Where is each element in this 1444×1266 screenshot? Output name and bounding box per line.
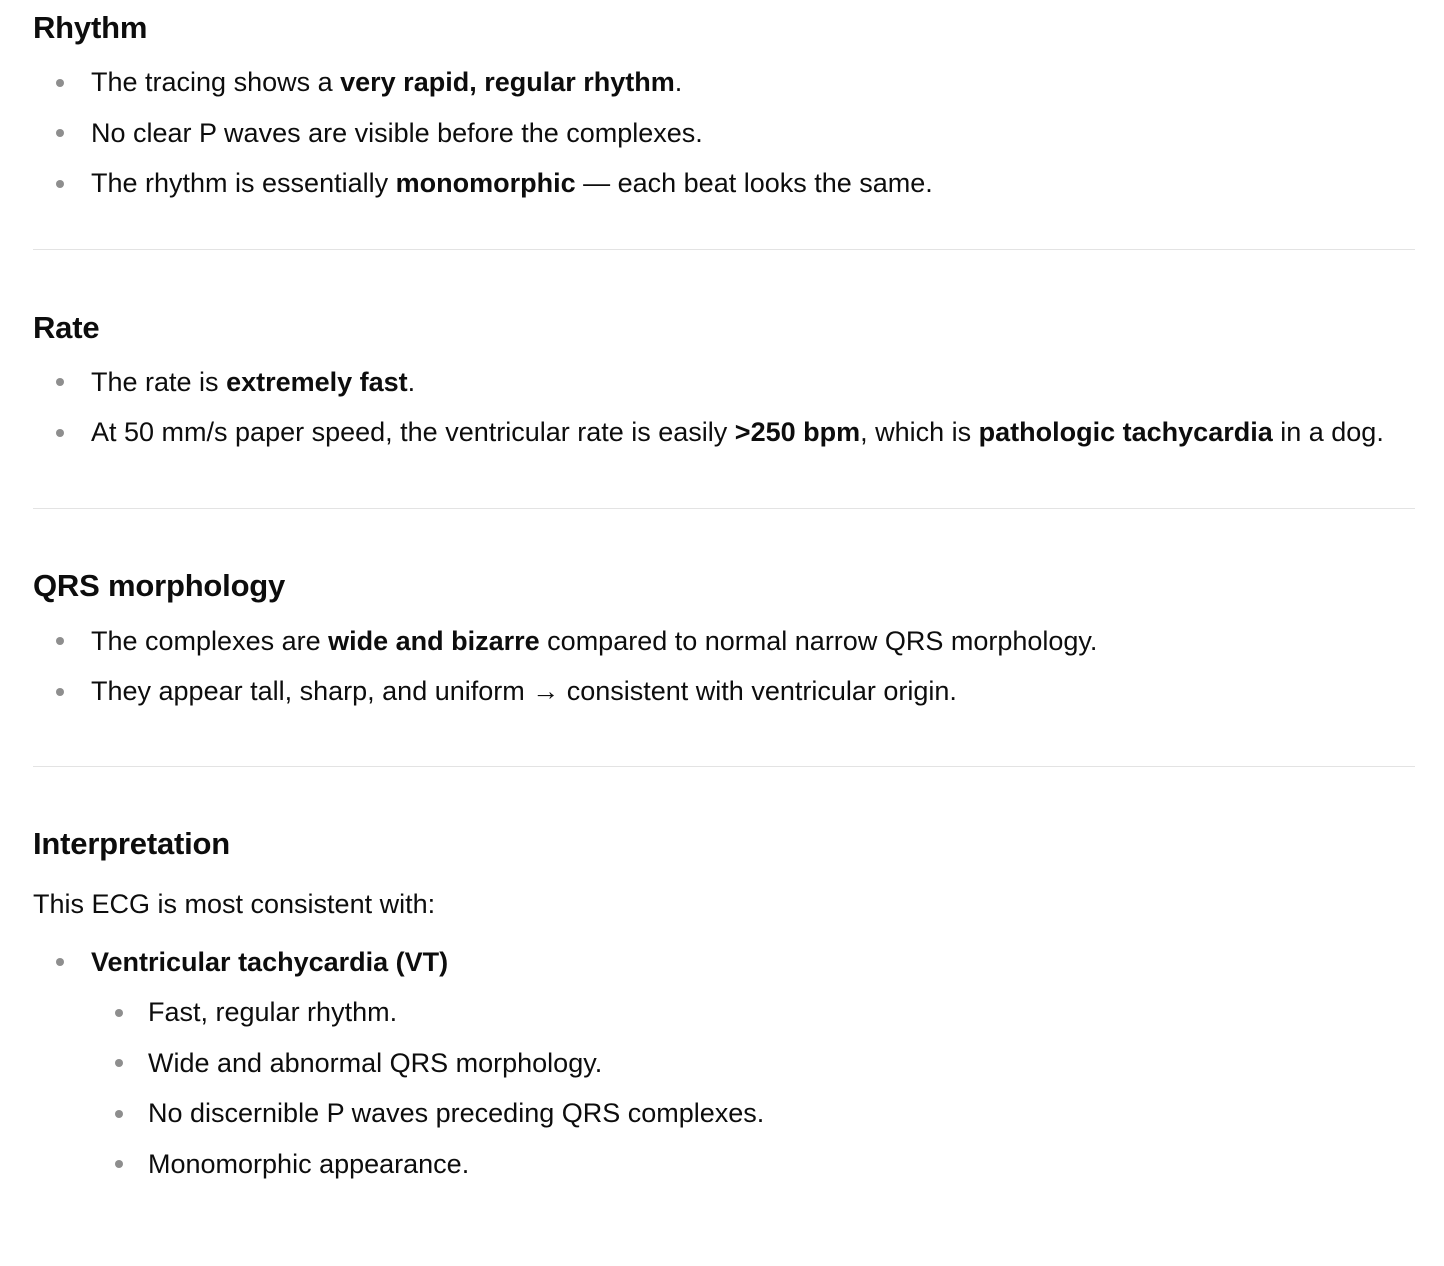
qrs-heading: QRS morphology: [33, 567, 286, 603]
rate-heading: Rate: [33, 309, 100, 345]
text-segment: , which is: [860, 417, 979, 447]
interpretation-heading: Interpretation: [33, 825, 230, 861]
text-segment: The tracing shows a: [91, 67, 341, 97]
list-item: [33, 407, 1415, 458]
text-segment: The complexes are: [91, 625, 329, 656]
list-item: [33, 57, 1415, 108]
text-segment: At 50 mm/s paper speed, the ventricular rate is easily: [91, 417, 735, 447]
bold-text: monomorphic: [395, 168, 576, 198]
rate-list: [33, 357, 1415, 458]
list-item: [33, 937, 1415, 1190]
list-item: No discernible P waves preceding QRS complexes.: [91, 1088, 1415, 1139]
list-item: Fast, regular rhythm.: [91, 987, 1415, 1038]
list-item: [33, 357, 1415, 408]
text-segment: .: [407, 366, 416, 397]
text-segment: .: [674, 67, 683, 97]
diagnosis-text: Ventricular tachycardia (VT): [91, 946, 449, 977]
list-item: Monomorphic appearance.: [91, 1139, 1415, 1190]
interpretation-section: [33, 822, 1415, 1190]
bold-text: extremely fast: [226, 366, 408, 397]
list-item: Wide and abnormal QRS morphology.: [91, 1038, 1415, 1089]
interpretation-lead: This ECG is most consistent with:: [33, 888, 436, 919]
bold-text: wide and bizarre: [328, 625, 540, 656]
qrs-section: [33, 564, 1415, 717]
criteria-list: [91, 987, 1415, 1189]
interpretation-list: [33, 937, 1415, 1190]
section-divider: [33, 508, 1415, 509]
rhythm-section: [33, 6, 1415, 209]
bold-text: >250 bpm: [734, 417, 861, 447]
text-segment: — each beat looks the same.: [575, 168, 933, 198]
text-segment: No clear P waves are visible before the complexes.: [91, 117, 703, 148]
section-divider: [33, 766, 1415, 767]
list-item: [33, 158, 1415, 209]
qrs-list: [33, 616, 1415, 717]
rhythm-list: [33, 57, 1415, 209]
text-segment: in a dog.: [1272, 417, 1384, 447]
list-item: [33, 616, 1415, 667]
bold-text: pathologic tachycardia: [978, 417, 1273, 447]
text-segment: The rhythm is essentially: [91, 168, 396, 198]
text-segment: compared to normal narrow QRS morphology.: [539, 625, 1098, 656]
rate-section: [33, 306, 1415, 458]
list-item: [33, 666, 1415, 717]
section-divider: [33, 249, 1415, 250]
bold-text: very rapid, regular rhythm: [340, 67, 675, 97]
rhythm-heading: Rhythm: [33, 10, 148, 45]
text-segment: The rate is: [91, 366, 227, 397]
text-segment: They appear tall, sharp, and uniform → consistent with ventricular origin.: [91, 676, 957, 706]
list-item: [33, 108, 1415, 159]
